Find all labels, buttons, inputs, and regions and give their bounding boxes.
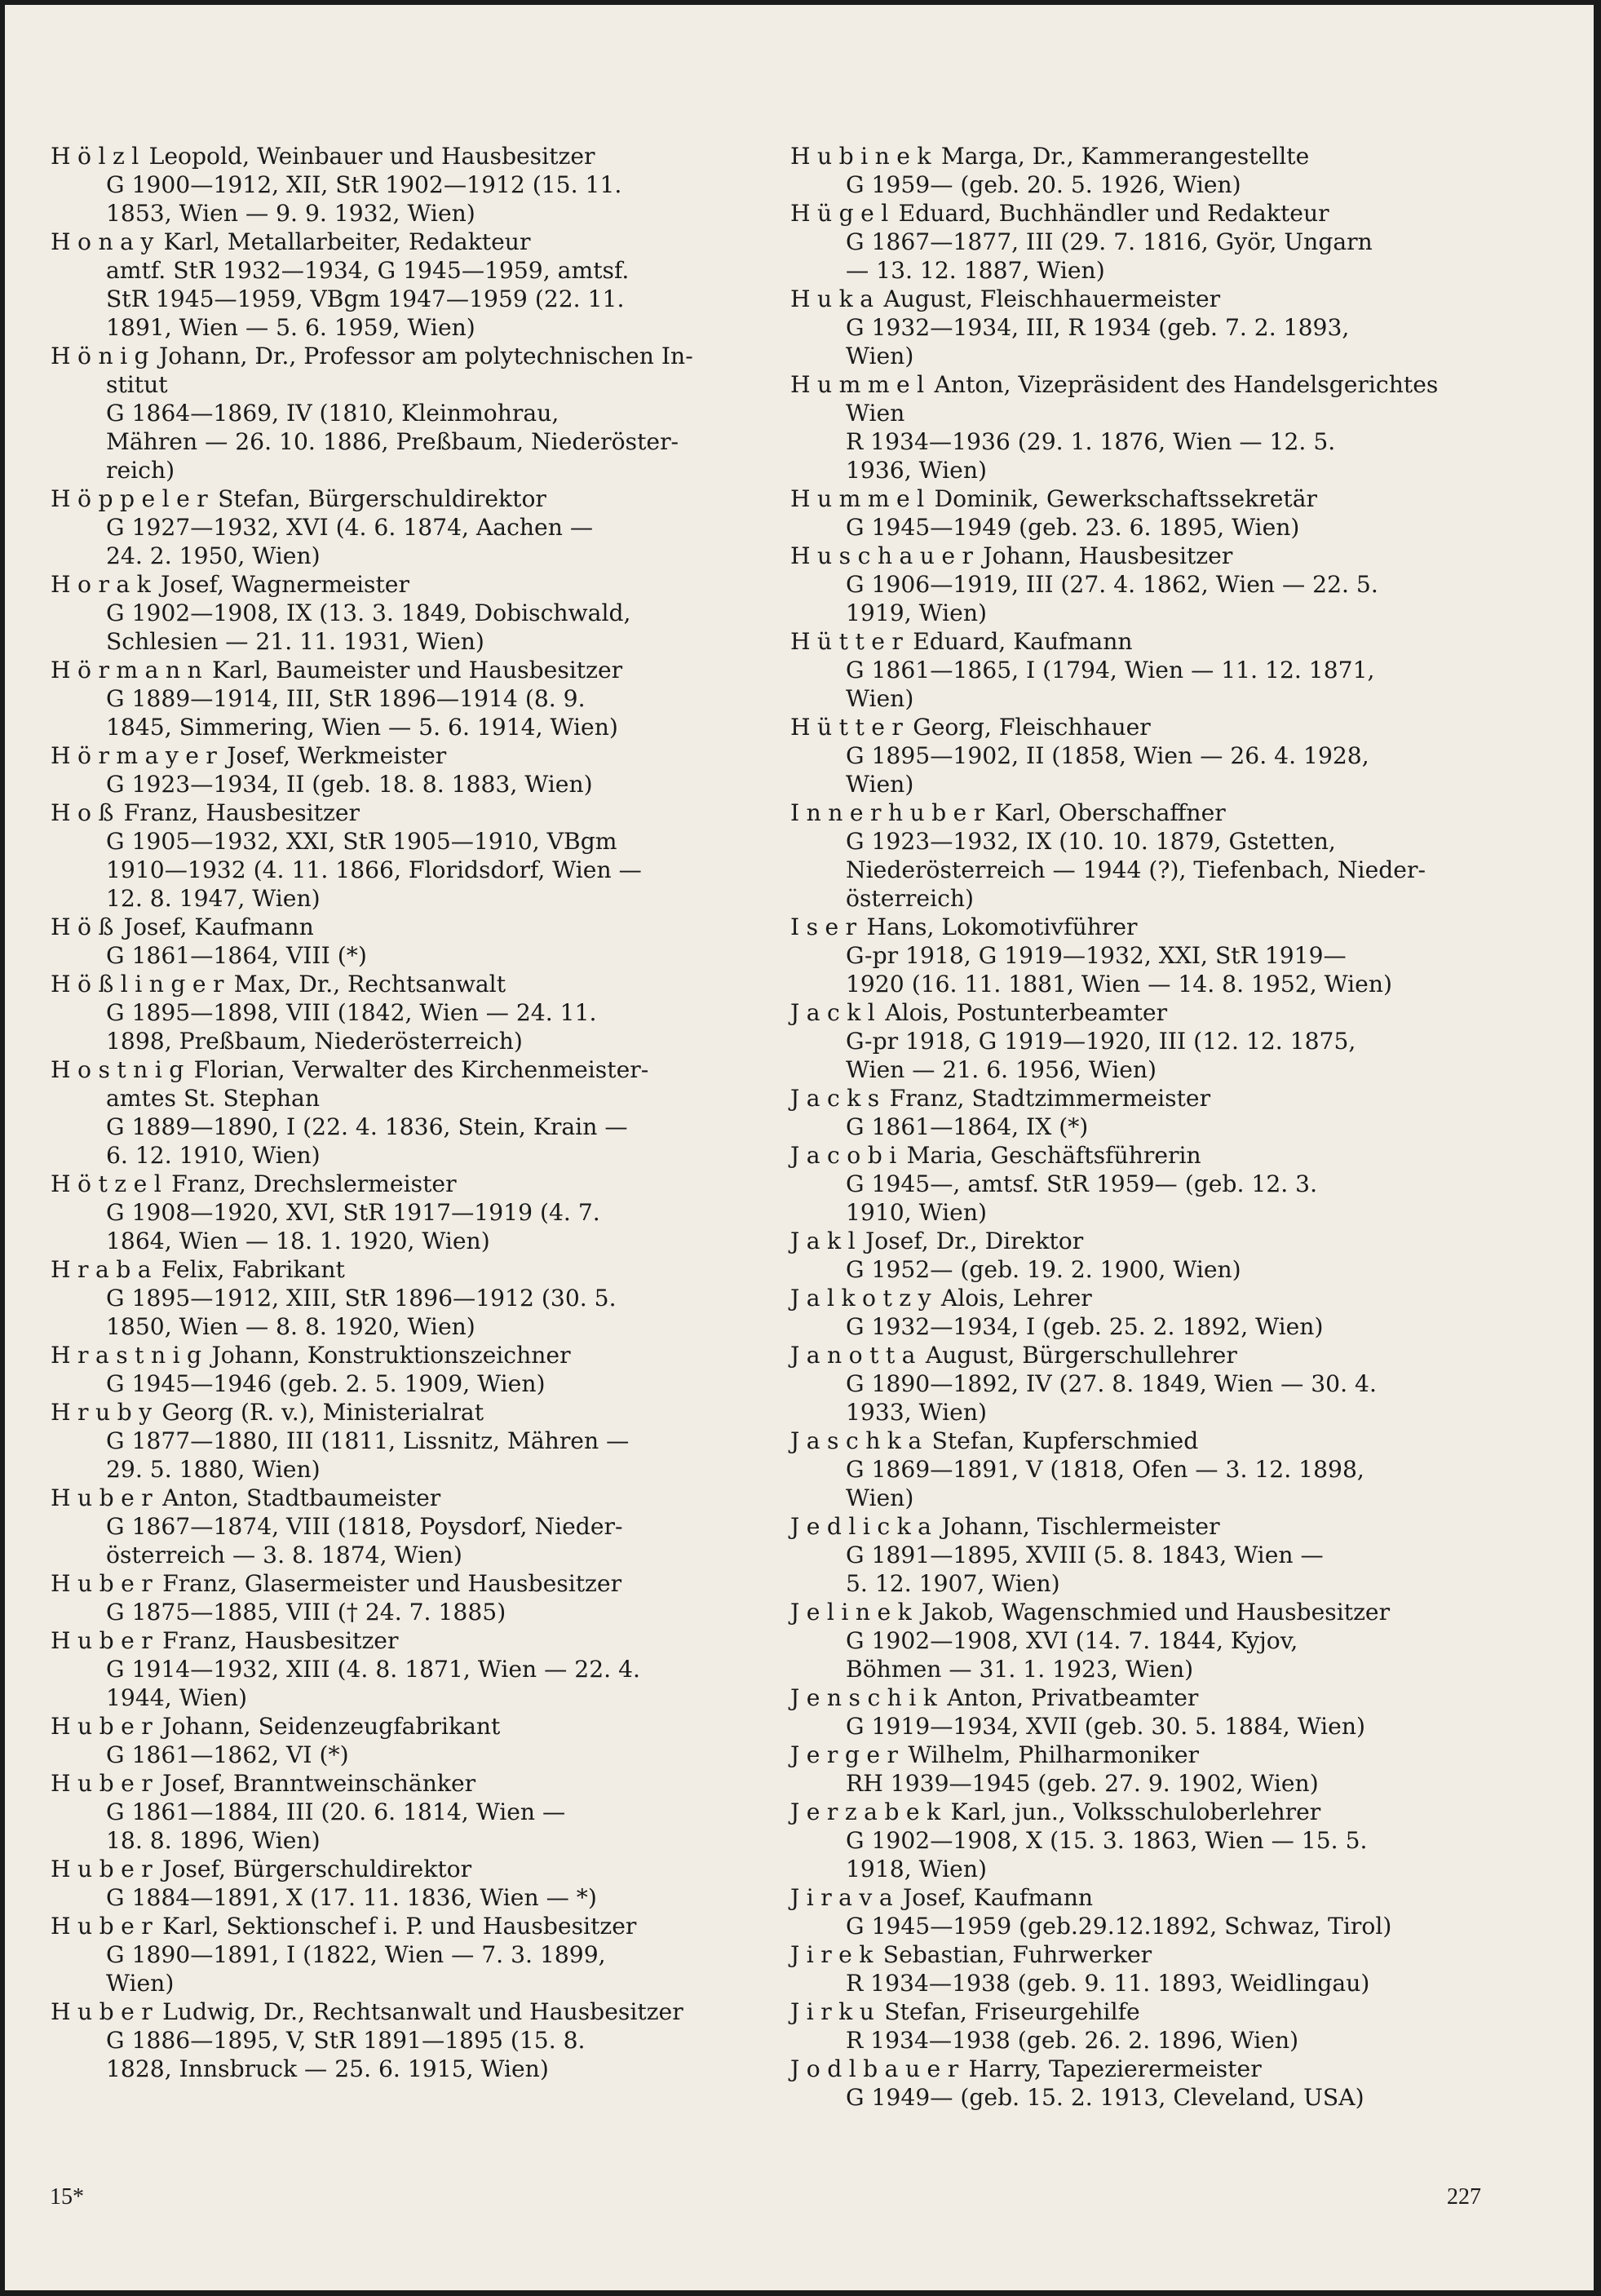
entry-surname: Hölzl	[51, 143, 146, 170]
entry-description: August, Fleischhauermeister	[876, 285, 1221, 312]
entry-detail-line: 12. 8. 1947, Wien)	[106, 885, 321, 912]
entry-heading	[51, 1255, 752, 1284]
entry-heading	[790, 1141, 1492, 1170]
entry-heading	[51, 1170, 752, 1198]
entry-detail-line: G 1864—1869, IV (1810, Kleinmohrau,	[106, 400, 559, 427]
entry-detail-line: Wien — 21. 6. 1956, Wien)	[846, 1056, 1157, 1083]
register-entry	[51, 1769, 752, 1855]
entry-detail-line: 1944, Wien)	[106, 1684, 247, 1711]
register-entry	[51, 913, 752, 970]
entry-description: Franz, Stadtzimmermeister	[882, 1085, 1211, 1112]
entry-heading	[790, 2055, 1492, 2083]
entry-detail-line: stitut	[106, 371, 168, 398]
entry-heading	[51, 970, 752, 998]
register-entry	[790, 1997, 1492, 2055]
register-entry	[51, 1170, 752, 1255]
entry-detail-line: G-pr 1918, G 1919—1932, XXI, StR 1919—	[846, 942, 1347, 969]
register-entry	[790, 1940, 1492, 1997]
entry-description: Johann, Seidenzeugfabrikant	[155, 1713, 501, 1740]
register-entry	[790, 799, 1492, 913]
entry-description: Hans, Lokomotivführer	[859, 914, 1138, 940]
entry-description: August, Bürgerschullehrer	[918, 1342, 1237, 1369]
entry-description: Anton, Stadtbaumeister	[155, 1484, 441, 1511]
entry-description: Johann, Konstruktionszeichner	[204, 1342, 571, 1369]
entry-detail-line: 1933, Wien)	[846, 1399, 987, 1426]
entry-detail-line: 1891, Wien — 5. 6. 1959, Wien)	[106, 314, 475, 341]
entry-heading	[790, 1940, 1492, 1969]
entry-detail-line: 18. 8. 1896, Wien)	[106, 1827, 321, 1854]
entry-surname: Innerhuber	[790, 799, 992, 826]
page-number: 227	[1447, 2184, 1481, 2210]
entry-detail-line: G 1890—1891, I (1822, Wien — 7. 3. 1899,	[106, 1941, 606, 1968]
entry-detail-line: G 1884—1891, X (17. 11. 1836, Wien — *)	[106, 1884, 597, 1911]
entry-heading	[51, 570, 752, 599]
register-entry	[790, 713, 1492, 799]
entry-heading	[790, 998, 1492, 1027]
entry-detail-line: 1850, Wien — 8. 8. 1920, Wien)	[106, 1313, 475, 1340]
entry-detail-line: Wien)	[846, 685, 914, 712]
entry-detail-line: Niederösterreich — 1944 (?), Tiefenbach, Nieder-	[846, 856, 1426, 883]
entry-description: Johann, Hausbesitzer	[975, 542, 1233, 569]
entry-surname: Jackl	[790, 999, 882, 1026]
entry-detail-line: G 1902—1908, X (15. 3. 1863, Wien — 15. 5.	[846, 1827, 1368, 1854]
entry-heading	[51, 228, 752, 256]
entry-description: Josef, Dr., Direktor	[857, 1228, 1084, 1254]
entry-detail-line: G 1895—1898, VIII (1842, Wien — 24. 11.	[106, 999, 597, 1026]
entry-surname: Huka	[790, 285, 881, 312]
entry-detail-line: G 1945—1946 (geb. 2. 5. 1909, Wien)	[106, 1370, 546, 1397]
register-entry	[790, 1141, 1492, 1227]
entry-surname: Huber	[51, 1627, 160, 1654]
entry-detail-line: G 1900—1912, XII, StR 1902—1912 (15. 11.	[106, 171, 622, 198]
entry-description: Anton, Privatbeamter	[940, 1684, 1199, 1711]
entry-detail-line: G 1861—1864, VIII (*)	[106, 942, 367, 969]
entry-heading	[51, 799, 752, 827]
entry-detail-line: G 1919—1934, XVII (geb. 30. 5. 1884, Wien)	[846, 1713, 1366, 1740]
entry-surname: Hörmayer	[51, 742, 224, 769]
entry-heading	[790, 1683, 1492, 1712]
entry-heading	[790, 199, 1492, 228]
entry-heading	[51, 1626, 752, 1655]
entry-description: Stefan, Bürgerschuldirektor	[210, 485, 546, 512]
entry-surname: Hoß	[51, 799, 121, 826]
entry-detail-line: 1910, Wien)	[846, 1199, 987, 1226]
entry-detail-line: G 1914—1932, XIII (4. 8. 1871, Wien — 22. 4.	[106, 1656, 640, 1683]
entry-surname: Jirku	[790, 1998, 882, 2025]
entry-heading	[51, 1912, 752, 1940]
entry-detail-line: R 1934—1938 (geb. 9. 11. 1893, Weidlingau)	[846, 1970, 1370, 1997]
entry-surname: Hummel	[790, 371, 931, 398]
entry-heading	[790, 1227, 1492, 1255]
register-entry	[51, 1255, 752, 1341]
entry-heading	[51, 142, 752, 170]
entry-detail-line: 1918, Wien)	[846, 1856, 987, 1882]
entry-heading	[790, 1084, 1492, 1113]
entry-surname: Jenschik	[790, 1684, 944, 1711]
register-entry	[790, 1284, 1492, 1341]
entry-surname: Jelinek	[790, 1599, 919, 1626]
entry-detail-line: 1936, Wien)	[846, 457, 987, 484]
entry-description: Eduard, Kaufmann	[905, 628, 1133, 655]
entry-description: Alois, Lehrer	[933, 1285, 1092, 1312]
entry-description: Florian, Verwalter des Kirchenmeister-	[186, 1056, 649, 1083]
entry-detail-line: G 1927—1932, XVI (4. 6. 1874, Aachen —	[106, 514, 594, 541]
register-entry	[51, 570, 752, 656]
entry-detail-line: G 1932—1934, I (geb. 25. 2. 1892, Wien)	[846, 1313, 1324, 1340]
entry-detail-line: G 1895—1912, XIII, StR 1896—1912 (30. 5.	[106, 1285, 617, 1312]
entry-description: Franz, Hausbesitzer	[116, 799, 360, 826]
register-entry	[790, 913, 1492, 998]
entry-description: Franz, Hausbesitzer	[155, 1627, 399, 1654]
register-entry	[51, 1569, 752, 1626]
entry-description: Sebastian, Fuhrwerker	[875, 1941, 1152, 1968]
entry-description: Harry, Tapezierermeister	[961, 2055, 1262, 2082]
entry-description: Franz, Drechslermeister	[164, 1170, 457, 1197]
entry-detail-line: 1864, Wien — 18. 1. 1920, Wien)	[106, 1228, 490, 1254]
entry-surname: Huber	[51, 1570, 160, 1597]
entry-heading	[790, 542, 1492, 570]
entry-heading	[790, 1883, 1492, 1912]
entry-surname: Hötzel	[51, 1170, 169, 1197]
entry-heading	[51, 1855, 752, 1883]
entry-description: Alois, Postunterbeamter	[878, 999, 1168, 1026]
entry-surname: Hruby	[51, 1399, 159, 1426]
entry-description: Jakob, Wagenschmied und Hausbesitzer	[914, 1599, 1391, 1626]
entry-surname: Jalkotzy	[790, 1285, 938, 1312]
entry-detail-line: G 1902—1908, XVI (14. 7. 1844, Kyjov,	[846, 1627, 1298, 1654]
entry-detail-line: G 1875—1885, VIII († 24. 7. 1885)	[106, 1599, 506, 1626]
entry-surname: Hügel	[790, 200, 896, 227]
entry-detail-line: G 1945—1949 (geb. 23. 6. 1895, Wien)	[846, 514, 1300, 541]
entry-description: Josef, Wagnermeister	[153, 571, 409, 598]
entry-detail-line: G 1932—1934, III, R 1934 (geb. 7. 2. 1893,	[846, 314, 1350, 341]
entry-detail-line: 1853, Wien — 9. 9. 1932, Wien)	[106, 200, 475, 227]
entry-description: Ludwig, Dr., Rechtsanwalt und Hausbesitzer	[155, 1998, 683, 2025]
entry-surname: Huber	[51, 1484, 160, 1511]
entry-description: Karl, Oberschaffner	[987, 799, 1226, 826]
entry-description: Eduard, Buchhändler und Redakteur	[891, 200, 1329, 227]
entry-heading	[51, 1484, 752, 1512]
register-entry	[51, 1055, 752, 1170]
entry-detail-line: G 1867—1877, III (29. 7. 1816, Györ, Ungarn	[846, 228, 1373, 255]
entry-description: Johann, Dr., Professor am polytechnischen In-	[152, 343, 693, 369]
entry-heading	[51, 1997, 752, 2026]
entry-detail-line: G 1886—1895, V, StR 1891—1895 (15. 8.	[106, 2027, 586, 2054]
register-entry	[790, 2055, 1492, 2112]
entry-detail-line: 1828, Innsbruck — 25. 6. 1915, Wien)	[106, 2055, 549, 2082]
entry-description: Leopold, Weinbauer und Hausbesitzer	[141, 143, 595, 170]
register-entry	[51, 1341, 752, 1398]
register-entry	[790, 1598, 1492, 1683]
left-column	[51, 142, 752, 2083]
entry-heading	[790, 1284, 1492, 1312]
entry-surname: Jedlicka	[790, 1513, 939, 1540]
entry-detail-line: 29. 5. 1880, Wien)	[106, 1456, 321, 1483]
entry-surname: Jacobi	[790, 1142, 904, 1169]
entry-heading	[51, 1769, 752, 1798]
entry-detail-line: G 1908—1920, XVI, StR 1917—1919 (4. 7.	[106, 1199, 600, 1226]
register-entry	[51, 1484, 752, 1569]
register-entry	[790, 542, 1492, 627]
entry-description: Karl, Sektionschef i. P. und Hausbesitzer	[155, 1913, 637, 1940]
entry-detail-line: Wien)	[846, 771, 914, 798]
entry-detail-line: 1919, Wien)	[846, 599, 987, 626]
entry-surname: Jerzabek	[790, 1798, 948, 1825]
entry-surname: Janotta	[790, 1342, 922, 1369]
entry-surname: Huber	[51, 1998, 160, 2025]
entry-heading	[51, 342, 752, 370]
entry-heading	[790, 1997, 1492, 2026]
entry-heading	[790, 370, 1492, 399]
entry-surname: Iser	[790, 914, 864, 940]
entry-surname: Hütter	[790, 714, 910, 741]
register-entry	[790, 285, 1492, 370]
entry-heading	[51, 1712, 752, 1741]
register-entry	[790, 1084, 1492, 1141]
entry-description: Georg, Fleischhauer	[905, 714, 1151, 741]
entry-detail-line: 1910—1932 (4. 11. 1866, Floridsdorf, Wien —	[106, 856, 642, 883]
entry-detail-line: G 1905—1932, XXI, StR 1905—1910, VBgm	[106, 828, 617, 855]
entry-detail-line: G 1945—1959 (geb.29.12.1892, Schwaz, Tirol)	[846, 1913, 1392, 1940]
entry-detail-line: amtf. StR 1932—1934, G 1945—1959, amtsf.	[106, 257, 630, 284]
entry-description: Josef, Bürgerschuldirektor	[155, 1856, 472, 1882]
register-entry	[51, 142, 752, 228]
entry-heading	[790, 484, 1492, 513]
entry-detail-line: G 1895—1902, II (1858, Wien — 26. 4. 1928,	[846, 742, 1369, 769]
entry-description: Karl, Metallarbeiter, Redakteur	[156, 228, 531, 255]
entry-detail-line: G 1959— (geb. 20. 5. 1926, Wien)	[846, 171, 1241, 198]
entry-heading	[51, 1055, 752, 1084]
entry-detail-line: österreich)	[846, 885, 975, 912]
entry-surname: Jaschka	[790, 1427, 929, 1454]
entry-detail-line: RH 1939—1945 (geb. 27. 9. 1902, Wien)	[846, 1770, 1319, 1797]
entry-description: Dominik, Gewerkschaftssekretär	[927, 485, 1318, 512]
entry-surname: Hubinek	[790, 143, 938, 170]
entry-heading	[790, 1798, 1492, 1826]
entry-surname: Huber	[51, 1713, 160, 1740]
entry-detail-line: Böhmen — 31. 1. 1923, Wien)	[846, 1656, 1194, 1683]
entry-surname: Jacks	[790, 1085, 887, 1112]
entry-detail-line: G-pr 1918, G 1919—1920, III (12. 12. 1875,	[846, 1028, 1356, 1055]
entry-heading	[51, 913, 752, 941]
entry-heading	[790, 1427, 1492, 1455]
entry-detail-line: G 1861—1884, III (20. 6. 1814, Wien —	[106, 1798, 566, 1825]
entry-description: Franz, Glasermeister und Hausbesitzer	[155, 1570, 622, 1597]
entry-description: Georg (R. v.), Ministerialrat	[154, 1399, 484, 1426]
entry-heading	[790, 285, 1492, 313]
register-entry	[51, 1855, 752, 1912]
entry-heading	[790, 1741, 1492, 1769]
entry-description: Stefan, Kupferschmied	[924, 1427, 1199, 1454]
register-entry	[790, 1512, 1492, 1598]
entry-heading	[51, 1341, 752, 1369]
entry-detail-line: G 1923—1932, IX (10. 10. 1879, Gstetten,	[846, 828, 1336, 855]
entry-detail-line: G 1923—1934, II (geb. 18. 8. 1883, Wien)	[106, 771, 593, 798]
entry-heading	[790, 142, 1492, 170]
entry-surname: Hostnig	[51, 1056, 191, 1083]
entry-detail-line: österreich — 3. 8. 1874, Wien)	[106, 1542, 462, 1568]
entry-description: Stefan, Friseurgehilfe	[877, 1998, 1140, 2025]
register-entry	[790, 1741, 1492, 1798]
entry-detail-line: Wien)	[846, 343, 914, 369]
entry-heading	[51, 484, 752, 513]
entry-description: Marga, Dr., Kammerangestellte	[933, 143, 1310, 170]
entry-surname: Hrastnig	[51, 1342, 209, 1369]
entry-detail-line: Wien)	[846, 1484, 914, 1511]
entry-description: Josef, Kaufmann	[116, 914, 314, 940]
entry-detail-line: Wien	[846, 400, 905, 427]
entry-detail-line: G 1889—1914, III, StR 1896—1914 (8. 9.	[106, 685, 586, 712]
entry-surname: Jirek	[790, 1941, 880, 1968]
entry-surname: Hütter	[790, 628, 910, 655]
entry-detail-line: Mähren — 26. 10. 1886, Preßbaum, Niederöster-	[106, 428, 679, 455]
entry-surname: Jirava	[790, 1884, 900, 1911]
register-entry	[51, 342, 752, 484]
entry-surname: Hraba	[51, 1256, 159, 1283]
register-entry	[790, 1427, 1492, 1512]
register-entry	[51, 1398, 752, 1484]
entry-surname: Huber	[51, 1913, 160, 1940]
entry-detail-line: R 1934—1938 (geb. 26. 2. 1896, Wien)	[846, 2027, 1299, 2054]
entry-description: Anton, Vizepräsident des Handelsgerichtes	[927, 371, 1439, 398]
register-entry	[51, 1626, 752, 1712]
register-entry	[51, 1912, 752, 1997]
entry-surname: Hönig	[51, 343, 157, 369]
register-entry	[790, 142, 1492, 199]
entry-description: Felix, Fabrikant	[153, 1256, 345, 1283]
register-entry	[790, 199, 1492, 285]
entry-surname: Jodlbauer	[790, 2055, 966, 2082]
register-entry	[51, 799, 752, 913]
entry-detail-line: G 1949— (geb. 15. 2. 1913, Cleveland, USA)	[846, 2084, 1364, 2111]
entry-detail-line: G 1891—1895, XVIII (5. 8. 1843, Wien —	[846, 1542, 1324, 1568]
entry-surname: Höppeler	[51, 485, 215, 512]
entry-detail-line: G 1890—1892, IV (27. 8. 1849, Wien — 30. 4.	[846, 1370, 1377, 1397]
entry-detail-line: 24. 2. 1950, Wien)	[106, 542, 321, 569]
entry-detail-line: 1898, Preßbaum, Niederösterreich)	[106, 1028, 523, 1055]
entry-detail-line: Wien)	[106, 1970, 175, 1997]
register-entry	[790, 1227, 1492, 1284]
entry-heading	[790, 1341, 1492, 1369]
register-entry	[790, 484, 1492, 542]
entry-description: Maria, Geschäftsführerin	[899, 1142, 1201, 1169]
entry-surname: Hummel	[790, 485, 931, 512]
register-entry	[790, 370, 1492, 484]
entry-description: Johann, Tischlermeister	[934, 1513, 1220, 1540]
register-entry	[51, 484, 752, 570]
entry-surname: Horak	[51, 571, 158, 598]
entry-detail-line: G 1877—1880, III (1811, Lissnitz, Mähren —	[106, 1427, 630, 1454]
entry-description: Josef, Werkmeister	[219, 742, 447, 769]
entry-detail-line: 1920 (16. 11. 1881, Wien — 14. 8. 1952, Wien)	[846, 971, 1392, 998]
entry-surname: Jakl	[790, 1228, 863, 1254]
entry-description: Karl, jun., Volksschuloberlehrer	[943, 1798, 1321, 1825]
register-entry	[790, 998, 1492, 1084]
entry-detail-line: StR 1945—1959, VBgm 1947—1959 (22. 11.	[106, 285, 625, 312]
register-entry	[790, 1341, 1492, 1427]
entry-heading	[51, 741, 752, 770]
entry-heading	[790, 913, 1492, 941]
entry-description: Josef, Branntweinschänker	[155, 1770, 476, 1797]
entry-detail-line: G 1902—1908, IX (13. 3. 1849, Dobischwald,	[106, 599, 631, 626]
register-entry	[790, 1798, 1492, 1883]
register-entry	[790, 627, 1492, 713]
entry-heading	[790, 627, 1492, 656]
entry-detail-line: 1845, Simmering, Wien — 5. 6. 1914, Wien)	[106, 714, 618, 741]
entry-surname: Huber	[51, 1770, 160, 1797]
entry-detail-line: 5. 12. 1907, Wien)	[846, 1570, 1060, 1597]
register-entry	[51, 1997, 752, 2083]
book-page	[5, 5, 1594, 2290]
entry-detail-line: G 1861—1864, IX (*)	[846, 1113, 1089, 1140]
entry-surname: Hößlinger	[51, 971, 231, 998]
entry-detail-line: G 1867—1874, VIII (1818, Poysdorf, Nieder-	[106, 1513, 623, 1540]
entry-detail-line: amtes St. Stephan	[106, 1085, 321, 1112]
entry-surname: Hörmann	[51, 657, 210, 683]
register-entry	[51, 1712, 752, 1769]
entry-detail-line: G 1889—1890, I (22. 4. 1836, Stein, Krain —	[106, 1113, 628, 1140]
entry-detail-line: reich)	[106, 457, 175, 484]
entry-heading	[790, 1512, 1492, 1541]
entry-description: Karl, Baumeister und Hausbesitzer	[205, 657, 623, 683]
entry-heading	[790, 799, 1492, 827]
register-entry	[790, 1683, 1492, 1741]
entry-description: Max, Dr., Rechtsanwalt	[226, 971, 506, 998]
entry-detail-line: Schlesien — 21. 11. 1931, Wien)	[106, 628, 484, 655]
entry-detail-line: G 1861—1865, I (1794, Wien — 11. 12. 1871,	[846, 657, 1375, 683]
entry-surname: Huschauer	[790, 542, 980, 569]
signature-mark: 15*	[50, 2184, 84, 2210]
entry-detail-line: G 1945—, amtsf. StR 1959— (geb. 12. 3.	[846, 1170, 1318, 1197]
entry-detail-line: G 1869—1891, V (1818, Ofen — 3. 12. 1898,	[846, 1456, 1364, 1483]
entry-detail-line: G 1952— (geb. 19. 2. 1900, Wien)	[846, 1256, 1241, 1283]
entry-detail-line: G 1861—1862, VI (*)	[106, 1741, 349, 1768]
entry-detail-line: G 1906—1919, III (27. 4. 1862, Wien — 22. 5.	[846, 571, 1378, 598]
entry-detail-line: R 1934—1936 (29. 1. 1876, Wien — 12. 5.	[846, 428, 1336, 455]
entry-heading	[790, 1598, 1492, 1626]
entry-description: Wilhelm, Philharmoniker	[900, 1741, 1200, 1768]
entry-heading	[51, 1569, 752, 1598]
entry-surname: Huber	[51, 1856, 160, 1882]
entry-surname: Höß	[51, 914, 121, 940]
entry-heading	[51, 656, 752, 684]
entry-surname: Honay	[51, 228, 161, 255]
register-entry	[51, 228, 752, 342]
entry-detail-line: 6. 12. 1910, Wien)	[106, 1142, 321, 1169]
entry-heading	[51, 1398, 752, 1427]
entry-description: Josef, Kaufmann	[896, 1884, 1094, 1911]
register-entry	[51, 656, 752, 741]
entry-surname: Jerger	[790, 1741, 905, 1768]
entry-heading	[790, 713, 1492, 741]
register-entry	[790, 1883, 1492, 1940]
register-entry	[51, 970, 752, 1055]
register-entry	[51, 741, 752, 799]
right-column	[790, 142, 1492, 2112]
entry-detail-line: — 13. 12. 1887, Wien)	[846, 257, 1105, 284]
